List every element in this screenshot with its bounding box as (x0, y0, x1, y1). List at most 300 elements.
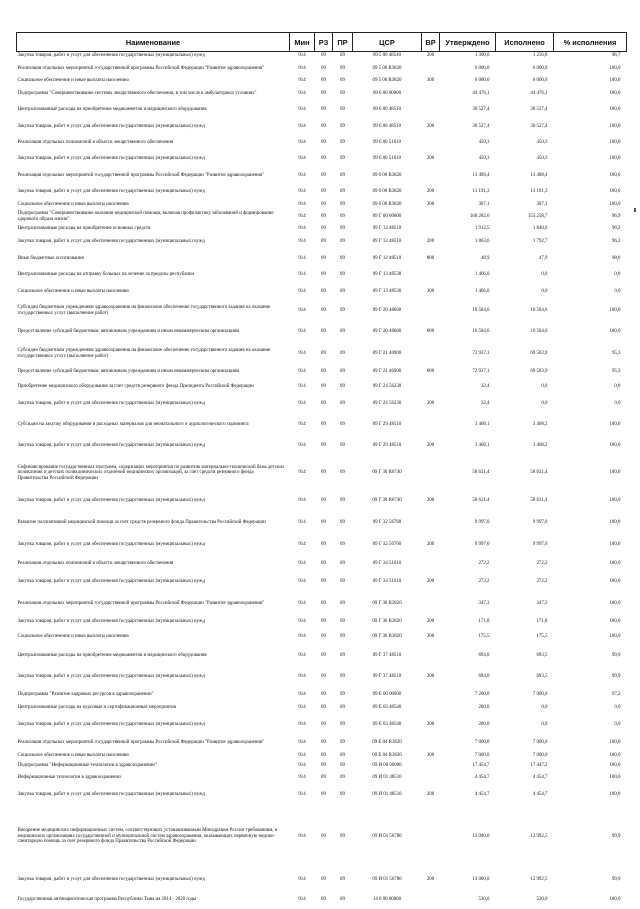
cell-name: Закупка товаров, работ и услуг для обеспечения государственных (муниципальных) нужд (17, 877, 205, 883)
cell-vr (422, 456, 440, 491)
cell-min: 914 (298, 752, 306, 758)
cell-approved: 3 468,1 (474, 421, 490, 427)
cell-name: Внедрение медицинских информационных систем, соответствующих устанавливаемым Минздравом России требованиям, в медицинских организациях государственной и муниципальной систем здравоохранения, оказывающих первичную медико-санитарную помощь за счет резервного фонда Правительства Российской Федерации (17, 828, 278, 845)
cell-csr: 09 Г 37 48510 (372, 652, 402, 658)
cell-rz: 09 (321, 350, 326, 356)
cell-min: 914 (298, 255, 306, 261)
cell-percent: 100,0 (609, 519, 621, 525)
cell-executed: 4 454,7 (532, 791, 548, 797)
cell-vr (422, 267, 440, 284)
table-row (17, 456, 627, 491)
cell-executed: 44 476,1 (530, 90, 548, 96)
cell-pr: 09 (340, 833, 345, 839)
table-row (17, 52, 627, 61)
cell-min: 914 (298, 107, 306, 113)
cell-vr (422, 300, 440, 322)
cell-vr (422, 688, 440, 702)
cell-csr: 09 Г 00 00000 (372, 214, 402, 220)
cell-pr: 09 (340, 107, 345, 113)
cell-min: 914 (298, 272, 306, 278)
cell-executed: 0,0 (541, 383, 548, 389)
cell-executed: 155 258,7 (527, 214, 548, 220)
column-header-name: Наименование (17, 33, 290, 52)
cell-executed: 7 000,0 (532, 691, 548, 697)
cell-min: 914 (298, 350, 306, 356)
cell-csr: 09 6 00 00000 (372, 90, 402, 96)
cell-vr (422, 61, 440, 77)
cell-approved: 3 468,1 (474, 442, 490, 448)
cell-min: 914 (298, 674, 306, 680)
cell-percent: 100,0 (609, 123, 621, 129)
column-header-min: Мин (290, 33, 315, 52)
cell-min: 914 (298, 470, 306, 476)
cell-vr: 300 (426, 752, 435, 758)
cell-name: Субсидии на закупку оборудования и расходных материалов для неонатального и аудиологического скрининга (17, 421, 249, 427)
table-row (17, 869, 627, 892)
cell-approved: 694,0 (478, 652, 490, 658)
column-header-pr: ПР (333, 33, 353, 52)
cell-csr: 09 Г 20 48600 (372, 329, 402, 335)
cell-min: 914 (298, 239, 306, 245)
cell-rz: 09 (321, 78, 326, 84)
cell-min: 914 (298, 652, 306, 658)
cell-executed: 0,0 (541, 400, 548, 406)
cell-name: Подпрограмма "Совершенствование оказания медицинской помощи, включая профилактику заболеваний и формирование здорового образа жизни" (17, 211, 274, 222)
table-row (17, 715, 627, 735)
table-row (17, 436, 627, 456)
cell-min: 914 (298, 705, 306, 711)
cell-pr: 09 (340, 498, 345, 504)
cell-pr: 09 (340, 189, 345, 195)
cell-vr (422, 761, 440, 772)
column-header-rz: РЗ (315, 33, 333, 52)
column-header-vr: ВР (422, 33, 440, 52)
cell-vr (422, 805, 440, 869)
cell-name: Закупка товаров, работ и услуг для обеспечения государственных (муниципальных) нужд (17, 791, 205, 797)
cell-percent: 0,0 (614, 721, 621, 727)
cell-csr: 09 Г 30 R6740 (372, 498, 402, 504)
cell-pr: 09 (340, 619, 345, 625)
cell-min: 914 (298, 519, 306, 525)
cell-rz: 09 (321, 897, 326, 903)
cell-name: Социальное обеспечение и иные выплаты населению (17, 78, 129, 84)
cell-vr (422, 86, 440, 102)
cell-vr: 200 (426, 189, 435, 195)
cell-min: 914 (298, 634, 306, 640)
cell-min: 914 (298, 579, 306, 585)
cell-min: 914 (298, 53, 306, 59)
cell-percent: 100,0 (609, 421, 621, 427)
cell-name: Закупка товаров, работ и услуг для обеспечения государственных (муниципальных) нужд (17, 156, 205, 162)
cell-name: Закупка товаров, работ и услуг для обеспечения государственных (муниципальных) нужд (17, 541, 205, 547)
cell-csr: 09 Г 12 48510 (372, 255, 402, 261)
cell-percent: 100,0 (609, 739, 621, 745)
cell-vr: 300 (426, 202, 435, 208)
cell-name: Подпрограмма "Совершенствование системы лекарственного обеспечения, в том числе в амбулаторных условиях" (17, 90, 257, 96)
cell-executed: 4 454,7 (532, 775, 548, 781)
column-header-approved: Утверждено (440, 33, 496, 52)
cell-pr: 09 (340, 442, 345, 448)
cell-min: 914 (298, 775, 306, 781)
cell-approved: 1 466,0 (474, 288, 490, 294)
cell-percent: 100,0 (609, 498, 621, 504)
table-row (17, 892, 627, 909)
cell-executed: 13 191,3 (530, 189, 548, 195)
cell-csr: 09 И 01 48510 (372, 791, 402, 797)
cell-vr: 200 (426, 674, 435, 680)
cell-rz: 09 (321, 307, 326, 313)
cell-name: Предоставление субсидий бюджетным, автономным учреждениям и иным некоммерческим организациям (17, 329, 240, 335)
cell-approved: 32,4 (480, 383, 490, 389)
table-row (17, 365, 627, 380)
table-row (17, 688, 627, 702)
cell-min: 914 (298, 139, 306, 145)
cell-pr: 09 (340, 400, 345, 406)
cell-vr: 300 (426, 78, 435, 84)
cell-name: Закупка товаров, работ и услуг для обеспечения государственных (муниципальных) нужд (17, 400, 205, 406)
cell-percent: 95,3 (611, 369, 621, 375)
cell-pr: 09 (340, 674, 345, 680)
cell-percent: 100,0 (609, 139, 621, 145)
cell-rz: 09 (321, 369, 326, 375)
cell-vr: 200 (426, 123, 435, 129)
cell-rz: 09 (321, 652, 326, 658)
cell-executed: 175,5 (536, 634, 548, 640)
cell-approved: 200,0 (478, 721, 490, 727)
cell-csr: 09 Е 03 48540 (372, 721, 402, 727)
table-row (17, 761, 627, 772)
cell-name: Закупка товаров, работ и услуг для обеспечения государственных (муниципальных) нужд (17, 721, 205, 727)
cell-approved: 7 000,0 (474, 752, 490, 758)
cell-pr: 09 (340, 541, 345, 547)
cell-executed: 3 468,2 (532, 442, 548, 448)
cell-name: Субсидии бюджетным учреждениям здравоохранения на финансовое обеспечение государственного задания на оказание государственных услуг (выполнение работ) (17, 347, 271, 359)
cell-vr: 200 (426, 498, 435, 504)
table-row (17, 394, 627, 414)
cell-rz: 09 (321, 139, 326, 145)
cell-pr: 09 (340, 519, 345, 525)
cell-min: 914 (298, 498, 306, 504)
cell-name: Государственная антинаркотическая программа Республики Тыва на 2014 - 2020 годы (17, 897, 197, 903)
cell-name: Реализация отдельных мероприятий государственной программы Российской Федерации "Развитие здравоохранения" (17, 172, 265, 178)
cell-vr: 600 (426, 369, 435, 375)
cell-vr: 800 (426, 255, 435, 261)
cell-pr: 09 (340, 383, 345, 389)
cell-name: Реализация отдельных полномочий в области лекарственного обеспечения (17, 139, 174, 145)
cell-executed: 30 527,4 (530, 123, 548, 129)
cell-pr: 09 (340, 897, 345, 903)
cell-csr: 09 Г 30 R6740 (372, 470, 402, 476)
cell-min: 914 (298, 383, 306, 389)
cell-vr: 200 (426, 53, 435, 59)
cell-vr (422, 593, 440, 615)
cell-min: 914 (298, 90, 306, 96)
cell-csr: 09 Е 00 00000 (372, 691, 402, 697)
cell-executed: 1 840,6 (532, 226, 548, 232)
cell-rz: 09 (321, 255, 326, 261)
cell-min: 914 (298, 897, 306, 903)
cell-pr: 09 (340, 78, 345, 84)
cell-percent: 98,0 (611, 255, 621, 261)
table-row (17, 225, 627, 234)
budget-execution-table (16, 32, 627, 909)
cell-pr: 09 (340, 53, 345, 59)
cell-name: Централизованные расходы на отправку больных на лечение за пределы республики (17, 272, 195, 278)
cell-csr: 09 6 00 R3820 (372, 202, 402, 208)
cell-executed: 69 503,9 (530, 369, 548, 375)
cell-name: Закупка товаров, работ и услуг для обеспечения государственных (муниципальных) нужд (17, 239, 205, 245)
cell-approved: 32,4 (480, 400, 490, 406)
cell-approved: 44 476,1 (472, 90, 490, 96)
cell-pr: 09 (340, 652, 345, 658)
cell-name: Реализация отдельных полномочий в области лекарственного обеспечения (17, 560, 174, 566)
cell-name: Реализация отдельных мероприятий государственной программы Российской Федерации "Развитие здравоохранения" (17, 65, 265, 71)
cell-pr: 09 (340, 202, 345, 208)
table-row (17, 119, 627, 135)
cell-vr (422, 892, 440, 909)
cell-name: Подпрограмма "Развитие кадровых ресурсов в здравоохранении" (17, 691, 154, 697)
cell-percent: 0,0 (614, 288, 621, 294)
cell-pr: 09 (340, 600, 345, 606)
cell-csr: 09 6 00 R3820 (372, 189, 402, 195)
cell-min: 914 (298, 763, 306, 769)
cell-rz: 09 (321, 90, 326, 96)
cell-approved: 13 498,4 (472, 172, 490, 178)
cell-vr (422, 512, 440, 534)
cell-name: Централизованные расходы на приобретение медикаментов и медицинского оборудования (17, 107, 207, 113)
cell-executed: 1 256,8 (532, 53, 548, 59)
cell-executed: 10 504,6 (530, 307, 548, 313)
cell-name: Субсидии бюджетным учреждениям здравоохранения на финансовое обеспечение государственного задания на оказание государственных услуг (выполнение работ) (17, 304, 271, 316)
cell-vr: 200 (426, 791, 435, 797)
cell-csr: 09 Е 04 R3820 (372, 739, 402, 745)
cell-vr (422, 556, 440, 572)
table-row (17, 491, 627, 512)
cell-approved: 160 282,6 (469, 214, 490, 220)
cell-name: Закупка товаров, работ и услуг для обеспечения государственных (муниципальных) нужд (17, 442, 205, 448)
cell-approved: 72 937,1 (472, 369, 490, 375)
cell-name: Социальное обеспечение и иные выплаты населению (17, 752, 129, 758)
cell-vr (422, 102, 440, 119)
cell-executed: 7 000,0 (532, 752, 548, 758)
cell-approved: 200,0 (478, 705, 490, 711)
cell-csr: 09 Г 34 51610 (372, 560, 402, 566)
cell-percent: 100,0 (609, 897, 621, 903)
cell-vr: 200 (426, 721, 435, 727)
cell-rz: 09 (321, 877, 326, 883)
cell-rz: 09 (321, 272, 326, 278)
cell-pr: 09 (340, 775, 345, 781)
cell-vr (422, 210, 440, 225)
cell-approved: 13 000,0 (472, 833, 490, 839)
cell-name: Централизованные расходы на приобретение основных средств (17, 226, 151, 232)
cell-rz: 09 (321, 560, 326, 566)
cell-executed: 10 504,6 (530, 329, 548, 335)
cell-pr: 09 (340, 721, 345, 727)
cell-executed: 9 997,0 (532, 541, 548, 547)
table-header-row (17, 33, 627, 52)
cell-min: 914 (298, 600, 306, 606)
table-row (17, 284, 627, 300)
cell-rz: 09 (321, 600, 326, 606)
cell-pr: 09 (340, 272, 345, 278)
table-row (17, 77, 627, 86)
cell-rz: 09 (321, 775, 326, 781)
cell-csr: 09 Г 20 48600 (372, 307, 402, 313)
cell-percent: 100,0 (609, 560, 621, 566)
cell-percent: 100,0 (609, 442, 621, 448)
cell-rz: 09 (321, 383, 326, 389)
cell-name: Закупка товаров, работ и услуг для обеспечения государственных (муниципальных) нужд (17, 123, 205, 129)
cell-approved: 7 000,0 (474, 739, 490, 745)
cell-vr: 600 (426, 329, 435, 335)
cell-rz: 09 (321, 833, 326, 839)
cell-rz: 09 (321, 214, 326, 220)
cell-executed: 30 527,4 (530, 107, 548, 113)
cell-approved: 347,3 (478, 600, 490, 606)
cell-approved: 9 997,0 (474, 519, 490, 525)
table-row (17, 805, 627, 869)
cell-min: 914 (298, 123, 306, 129)
cell-pr: 09 (340, 634, 345, 640)
cell-pr: 09 (340, 579, 345, 585)
cell-percent: 99,9 (611, 877, 621, 883)
table-row (17, 151, 627, 168)
cell-name: Закупка товаров, работ и услуг для обеспечения государственных (муниципальных) нужд (17, 619, 205, 625)
cell-executed: 1 792,7 (532, 239, 548, 245)
cell-executed: 0,0 (541, 288, 548, 294)
table-row (17, 184, 627, 201)
cell-percent: 96,9 (611, 214, 621, 220)
cell-min: 914 (298, 189, 306, 195)
cell-name: Предоставление субсидий бюджетным, автономным учреждениям и иным некоммерческим организациям (17, 369, 240, 375)
cell-vr: 200 (426, 579, 435, 585)
cell-min: 914 (298, 202, 306, 208)
cell-pr: 09 (340, 369, 345, 375)
cell-min: 914 (298, 791, 306, 797)
cell-executed: 7 000,0 (532, 739, 548, 745)
cell-csr: 09 Г 37 48510 (372, 674, 402, 680)
cell-rz: 09 (321, 579, 326, 585)
cell-min: 914 (298, 400, 306, 406)
cell-approved: 1 300,0 (474, 53, 490, 59)
cell-csr: 09 Г 13 48530 (372, 272, 402, 278)
cell-csr: 09 Г 13 48530 (372, 288, 402, 294)
cell-rz: 09 (321, 329, 326, 335)
cell-approved: 1 863,6 (474, 239, 490, 245)
cell-pr: 09 (340, 752, 345, 758)
cell-name: Централизованные расходы на курсовые и сертификационные мероприятия (17, 705, 176, 711)
cell-name: Социальное обеспечение и иные выплаты населению (17, 288, 129, 294)
cell-pr: 09 (340, 763, 345, 769)
cell-percent: 97,2 (611, 691, 621, 697)
cell-percent: 100,0 (609, 600, 621, 606)
table-row (17, 210, 627, 225)
cell-percent: 96,7 (611, 53, 621, 59)
cell-min: 914 (298, 560, 306, 566)
cell-percent: 100,0 (609, 202, 621, 208)
cell-approved: 1 912,5 (474, 226, 490, 232)
cell-percent: 0,0 (614, 383, 621, 389)
cell-pr: 09 (340, 123, 345, 129)
cell-csr: 09 5 00 48540 (372, 53, 402, 59)
cell-executed: 450,3 (536, 139, 548, 145)
cell-approved: 171,8 (478, 619, 490, 625)
cell-csr: 09 6 00 48510 (372, 107, 402, 113)
table-row (17, 556, 627, 572)
cell-percent: 100,0 (609, 791, 621, 797)
cell-executed: 3 468,2 (532, 421, 548, 427)
cell-vr (422, 414, 440, 436)
cell-vr (422, 772, 440, 785)
cell-pr: 09 (340, 90, 345, 96)
cell-min: 914 (298, 369, 306, 375)
cell-vr (422, 735, 440, 751)
cell-approved: 307,1 (478, 202, 490, 208)
cell-name: Закупка товаров, работ и услуг для обеспечения государственных (муниципальных) нужд (17, 579, 205, 585)
cell-rz: 09 (321, 470, 326, 476)
cell-percent: 100,0 (609, 775, 621, 781)
cell-pr: 09 (340, 65, 345, 71)
cell-min: 914 (298, 541, 306, 547)
cell-rz: 09 (321, 172, 326, 178)
cell-min: 914 (298, 619, 306, 625)
cell-pr: 09 (340, 172, 345, 178)
cell-vr (422, 380, 440, 394)
cell-approved: 13 000,0 (472, 877, 490, 883)
cell-executed: 530,0 (536, 897, 548, 903)
cell-csr: 09 И 01 56780 (372, 833, 402, 839)
cell-percent: 99,9 (611, 833, 621, 839)
cell-percent: 100,0 (609, 107, 621, 113)
cell-vr (422, 702, 440, 715)
cell-pr: 09 (340, 139, 345, 145)
cell-approved: 58 631,4 (472, 470, 490, 476)
cell-executed: 171,8 (536, 619, 548, 625)
cell-vr: 200 (426, 877, 435, 883)
cell-rz: 09 (321, 442, 326, 448)
table-row (17, 667, 627, 688)
cell-percent: 100,0 (609, 541, 621, 547)
cell-min: 914 (298, 877, 306, 883)
cell-percent: 100,0 (609, 172, 621, 178)
table-row (17, 234, 627, 251)
cell-csr: 09 И 01 56780 (372, 877, 402, 883)
cell-csr: 09 Е 04 R3820 (372, 752, 402, 758)
cell-executed: 307,1 (536, 202, 548, 208)
cell-executed: 0,0 (541, 705, 548, 711)
cell-pr: 09 (340, 877, 345, 883)
cell-approved: 450,3 (478, 139, 490, 145)
cell-percent: 99,9 (611, 674, 621, 680)
cell-csr: 09 6 00 51610 (372, 156, 402, 162)
cell-min: 914 (298, 739, 306, 745)
cell-executed: 6 000,0 (532, 65, 548, 71)
cell-percent: 100,0 (609, 619, 621, 625)
cell-name: Централизованные расходы на приобретение медикаментов и медицинского оборудования (17, 652, 207, 658)
cell-min: 914 (298, 421, 306, 427)
table-row (17, 251, 627, 267)
cell-percent: 100,0 (609, 156, 621, 162)
cell-approved: 4 454,7 (474, 791, 490, 797)
cell-vr (422, 135, 440, 151)
cell-csr: 09 Г 36 R3820 (372, 600, 402, 606)
table-row (17, 102, 627, 119)
cell-name: Информационные технологии в здравоохранении (17, 775, 121, 781)
cell-min: 914 (298, 226, 306, 232)
cell-name: Развитие паллиативной медицинской помощи за счет средств резервного фонда Правительства Российской Федерации (17, 519, 266, 525)
cell-executed: 9 997,0 (532, 519, 548, 525)
